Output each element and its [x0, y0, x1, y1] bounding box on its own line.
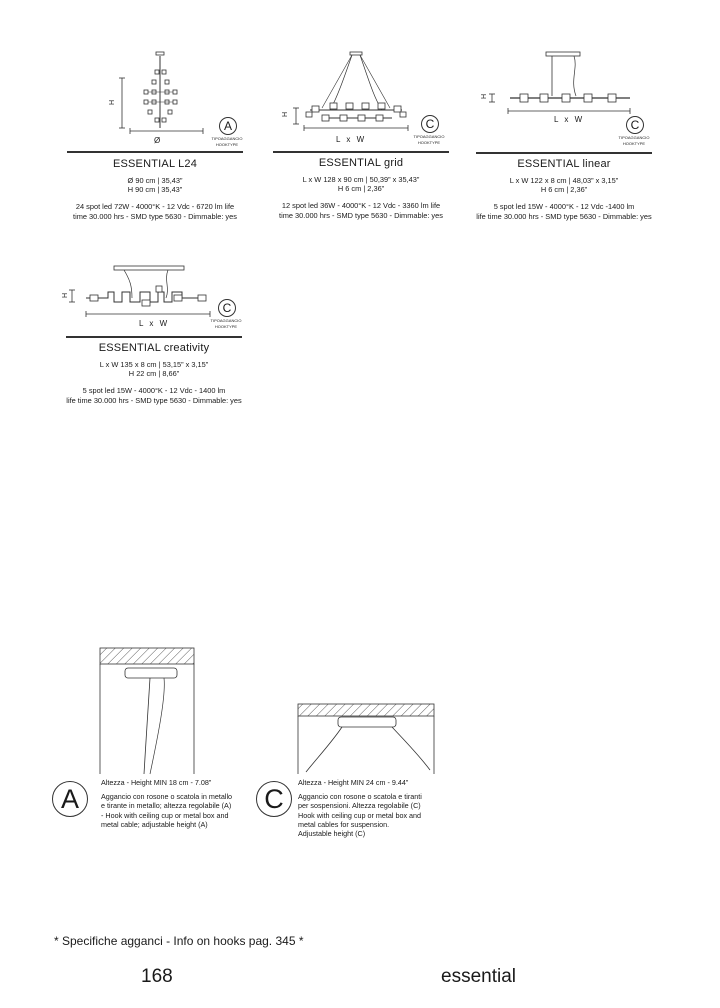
grid-hook-letter: C: [421, 115, 439, 133]
l24-rule: [67, 151, 243, 153]
hook-caption-it: TIPOAGGANCIO: [211, 136, 243, 141]
dim-line: L x W 122 x 8 cm | 48,03” x 3,15”: [509, 176, 619, 185]
l24-height-label: H: [109, 99, 117, 106]
collection-name: essential: [441, 966, 516, 987]
l24-drawing: [108, 48, 218, 138]
creativity-hook-letter: C: [218, 299, 236, 317]
linear-hook-caption: [614, 135, 654, 147]
linear-dim-label: L x W: [554, 115, 585, 124]
product-specs: [66, 386, 242, 404]
creativity-dim-label: L x W: [139, 319, 170, 328]
hook-a-height-min: Altezza - Height MIN 18 cm - 7.08”: [101, 778, 212, 787]
hook-caption-en: HOOKTYPE: [622, 141, 646, 146]
hook-caption-it: TIPOAGGANCIO: [413, 134, 445, 139]
linear-height-label: H: [481, 93, 489, 100]
hook-caption-it: TIPOAGGANCIO: [618, 135, 650, 140]
creativity-rule: [66, 336, 242, 338]
hook-caption-en: HOOKTYPE: [417, 140, 441, 145]
product-title: ESSENTIAL grid: [318, 157, 404, 169]
hook-c-diagram: [296, 702, 436, 774]
hook-c-desc-line: Hook with ceiling cup or metal box and: [298, 810, 422, 820]
linear-info: [476, 158, 652, 221]
product-dims: [66, 360, 242, 378]
hook-a-letter: A: [52, 781, 88, 817]
dim-line: H 6 cm | 2,36”: [337, 184, 385, 194]
hooks-reference-note: * Specifiche agganci - Info on hooks pag. 345 *: [54, 934, 304, 948]
hook-c-height-min: Altezza - Height MIN 24 cm - 9.44”: [298, 778, 409, 787]
creativity-hook-caption: [206, 318, 246, 330]
hook-a-desc-line: metal cable; adjustable height (A): [101, 819, 208, 829]
dim-line: H 6 cm | 2,36”: [540, 185, 588, 195]
spec-line: time 30.000 hrs - SMD type 5630 - Dimmable: yes: [279, 210, 443, 220]
grid-height-label: H: [282, 111, 290, 118]
grid-info: [273, 157, 449, 220]
hook-c-desc-line: per sospensioni. Altezza regolabile (C): [298, 801, 421, 811]
product-dims: [67, 176, 243, 194]
l24-info: [67, 158, 243, 221]
hook-a-diagram: [100, 646, 196, 774]
spec-line: 12 spot led 36W - 4000°K - 12 Vdc - 3360 lm life: [281, 201, 441, 211]
spec-line: 5 spot led 15W - 4000°K - 12 Vdc - 1400 lm: [82, 386, 226, 396]
dim-line: L x W 128 x 90 cm | 50,39” x 35,43”: [302, 175, 420, 184]
spec-line: life time 30.000 hrs - SMD type 5630 - Dimmable: yes: [66, 395, 242, 405]
dim-line: L x W 135 x 8 cm | 53,15” x 3,15”: [99, 360, 209, 369]
hook-a-desc-line: Aggancio con rosone o scatola in metallo: [101, 792, 233, 802]
hook-c-desc-line: Adjustable height (C): [298, 829, 366, 839]
dim-line: H 22 cm | 8,66”: [128, 369, 180, 379]
spec-line: 24 spot led 72W - 4000°K - 12 Vdc - 6720 lm life: [75, 202, 235, 212]
product-title: ESSENTIAL linear: [517, 158, 611, 170]
dim-line: H 90 cm | 35,43”: [127, 185, 183, 195]
spec-line: life time 30.000 hrs - SMD type 5630 - Dimmable: yes: [476, 211, 652, 221]
product-title: ESSENTIAL creativity: [98, 342, 210, 354]
product-specs: [67, 202, 243, 220]
l24-hook-letter: A: [219, 117, 237, 135]
dim-line: Ø 90 cm | 35,43”: [127, 176, 183, 185]
page-number: 168: [141, 966, 173, 987]
product-specs: [273, 201, 449, 219]
hook-c-desc-line: metal cables for suspension.: [298, 819, 390, 829]
l24-hook-caption: [207, 136, 247, 148]
hook-caption-en: HOOKTYPE: [215, 142, 239, 147]
linear-hook-letter: C: [626, 116, 644, 134]
hook-caption-en: HOOKTYPE: [214, 324, 238, 329]
creativity-info: [66, 342, 242, 405]
l24-diameter-label: Ø: [154, 136, 163, 145]
spec-line: time 30.000 hrs - SMD type 5630 - Dimmable: yes: [73, 211, 237, 221]
creativity-height-label: H: [62, 292, 70, 299]
product-dims: [476, 176, 652, 194]
grid-hook-caption: [409, 134, 449, 146]
hook-c-desc-line: Aggancio con rosone o scatola e tiranti: [298, 792, 422, 802]
hook-a-desc-line: - Hook with ceiling cup or metal box and: [101, 810, 229, 820]
product-specs: [476, 202, 652, 220]
grid-dim-label: L x W: [336, 135, 367, 144]
grid-drawing: [282, 48, 412, 138]
product-title: ESSENTIAL L24: [112, 158, 198, 170]
spec-line: 5 spot led 15W - 4000°K - 12 Vdc -1400 lm: [493, 202, 635, 212]
hook-a-desc-line: e tirante in metallo; altezza regolabile (A): [101, 801, 232, 811]
linear-rule: [476, 152, 652, 154]
product-dims: [273, 175, 449, 193]
hook-caption-it: TIPOAGGANCIO: [210, 318, 242, 323]
grid-rule: [273, 151, 449, 153]
hook-c-text: [298, 778, 458, 838]
hook-c-letter: C: [256, 781, 292, 817]
hook-a-text: [101, 778, 261, 829]
